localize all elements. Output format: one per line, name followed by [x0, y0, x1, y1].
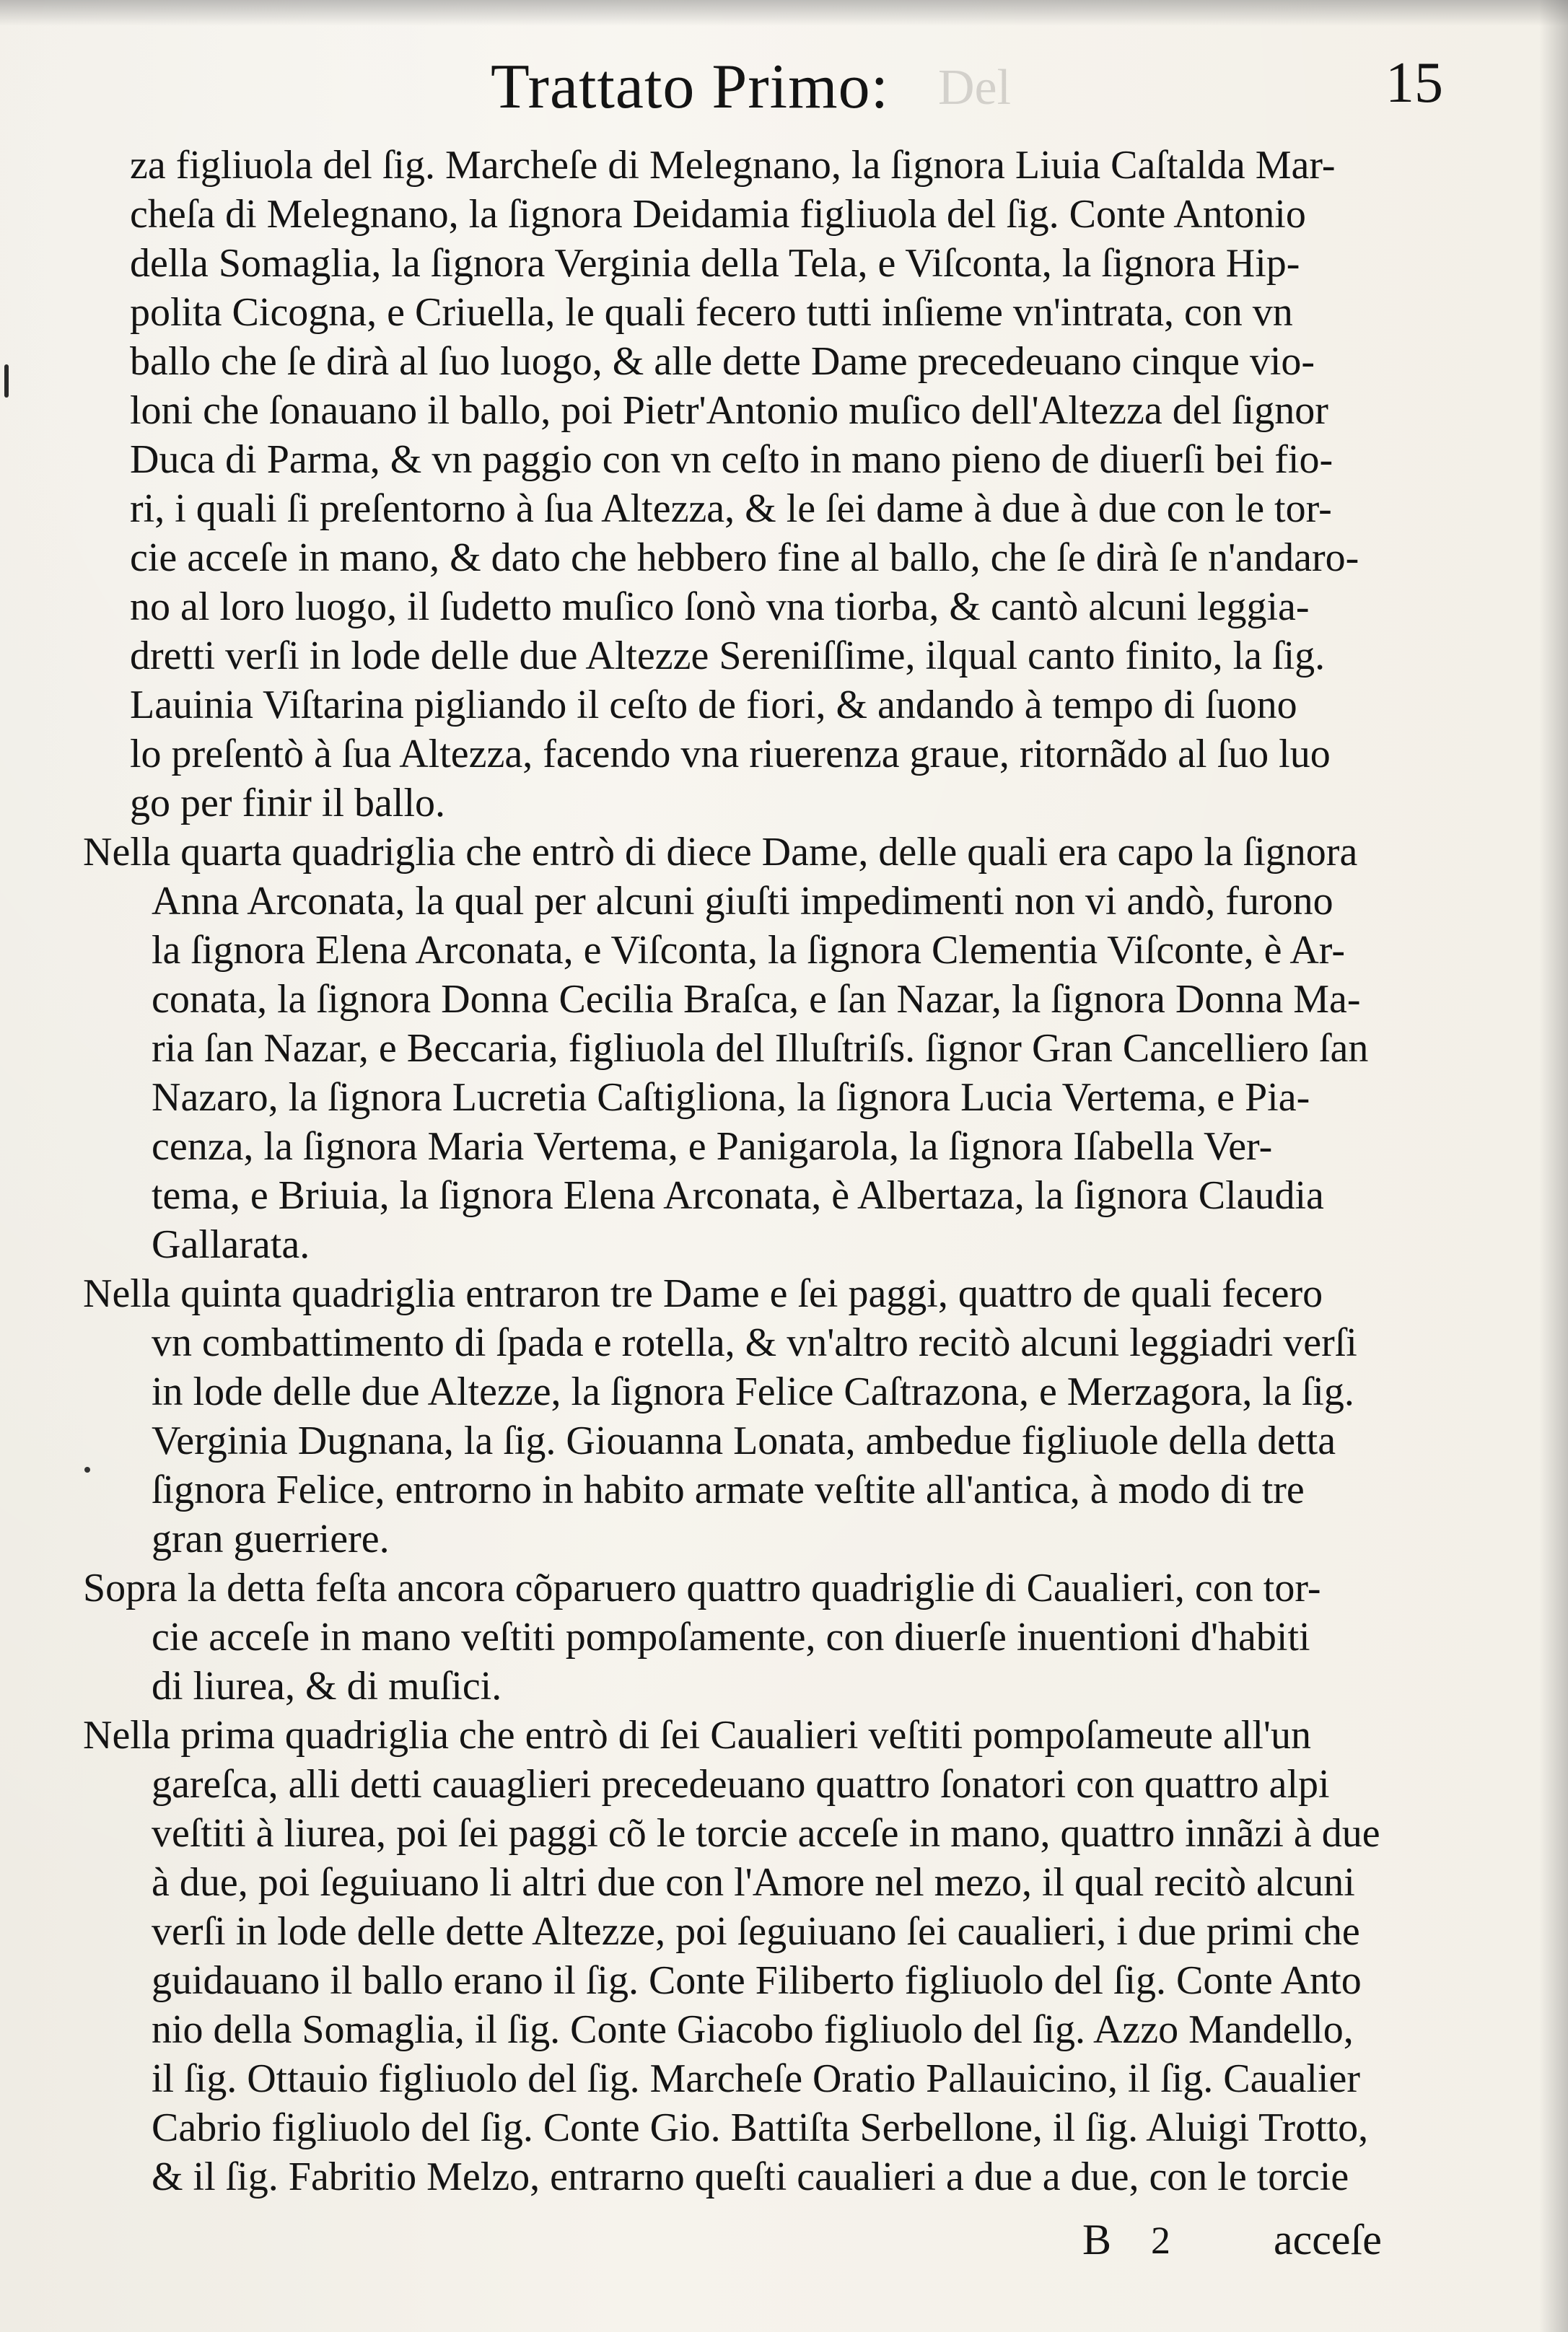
text-line: il ſig. Ottauio figliuolo del ſig. Marcheſe Oratio Pallauicino, il ſig. Caualier: [152, 2056, 1360, 2101]
paragraph-4: [83, 1564, 1443, 1711]
page-right-shadow: [1539, 0, 1568, 2332]
ink-speck: [84, 1467, 90, 1473]
text-line: no al loro luogo, il ſudetto muſico ſonò vna tiorba, & cantò alcuni leggia-: [130, 584, 1310, 629]
text-line: za figliuola del ſig. Marcheſe di Melegnano, la ſignora Liuia Caſtalda Mar-: [130, 143, 1336, 188]
margin-mark: [4, 364, 9, 398]
text-line: Nella prima quadriglia che entrò di ſei Caualieri veſtiti pompoſameute all'un: [83, 1713, 1311, 1758]
text-line: polita Cicogna, e Criuella, le quali fecero tutti inſieme vn'intrata, con vn: [130, 290, 1293, 335]
text-line: Cabrio figliuolo del ſig. Conte Gio. Battiſta Serbellone, il ſig. Aluigi Trotto,: [152, 2105, 1369, 2150]
text-line: Duca di Parma, & vn paggio con vn ceſto in mano pieno de diuerſi bei fio-: [130, 437, 1333, 482]
text-line: ri, i quali ſi preſentorno à ſua Altezza, & le ſei dame à due à due con le tor-: [130, 486, 1332, 531]
text-line: Verginia Dugnana, la ſig. Giouanna Lonata, ambedue figliuole della detta: [152, 1419, 1336, 1463]
text-line: ſignora Felice, entrorno in habito armate veſtite all'antica, à modo di tre: [152, 1468, 1305, 1512]
text-line: cie acceſe in mano, & dato che hebbero fine al ballo, che ſe dirà ſe n'andaro-: [130, 535, 1359, 580]
paragraph-1: [94, 141, 1443, 828]
page-number: 15: [1385, 51, 1443, 115]
text-line: cenza, la ſignora Maria Vertema, e Panigarola, la ſignora Iſabella Ver-: [152, 1124, 1273, 1169]
signature-number: 2: [1151, 2219, 1170, 2262]
text-line: Nella quarta quadriglia che entrò di diece Dame, delle quali era capo la ſignora: [83, 830, 1358, 874]
text-line: la ſignora Elena Arconata, e Viſconta, la ſignora Clementia Viſconte, è Ar-: [152, 928, 1345, 973]
running-title: Trattato Primo:: [491, 52, 890, 122]
text-line: tema, e Briuia, la ſignora Elena Arconata, è Albertaza, la ſignora Claudia: [152, 1173, 1324, 1218]
text-line: Lauinia Viſtarina pigliando il ceſto de fiori, & andando à tempo di ſuono: [130, 683, 1297, 727]
text-line: go per finir il ballo.: [130, 781, 446, 825]
text-line: loni che ſonauano il ballo, poi Pietr'Antonio muſico dell'Altezza del ſignor: [130, 388, 1328, 433]
signature-mark: B: [1082, 2216, 1112, 2263]
text-line: Gallarata.: [152, 1222, 310, 1267]
catchword: acceſe: [1274, 2216, 1382, 2263]
text-line: dretti verſi in lode delle due Altezze Sereniſſime, ilqual canto finito, la ſig.: [130, 634, 1326, 678]
text-line: Nazaro, la ſignora Lucretia Caſtigliona, la ſignora Lucia Vertema, e Pia-: [152, 1075, 1310, 1120]
text-line: gran guerriere.: [152, 1517, 390, 1561]
text-line: à due, poi ſeguiuano li altri due con l'Amore nel mezo, il qual recitò alcuni: [152, 1860, 1355, 1905]
text-line: verſi in lode delle dette Altezze, poi ſeguiuano ſei caualieri, i due primi che: [152, 1909, 1360, 1954]
text-line: cie acceſe in mano veſtiti pompoſamente, con diuerſe inuentioni d'habiti: [152, 1615, 1310, 1660]
page-top-shadow: [0, 0, 1568, 26]
paragraph-3: [83, 1269, 1443, 1564]
text-line: in lode delle due Altezze, la ſignora Felice Caſtrazona, e Merzagora, la ſig.: [152, 1369, 1354, 1414]
text-line: & il ſig. Fabritio Melzo, entrarno queſti caualieri a due a due, con le torcie: [152, 2155, 1349, 2199]
text-line: cheſa di Melegnano, la ſignora Deidamia figliuola del ſig. Conte Antonio: [130, 192, 1306, 237]
text-line: vn combattimento di ſpada e rotella, & vn'altro recitò alcuni leggiadri verſi: [152, 1320, 1357, 1365]
text-line: nio della Somaglia, il ſig. Conte Giacobo figliuolo del ſig. Azzo Mandello,: [152, 2007, 1354, 2052]
text-line: veſtiti à liurea, poi ſei paggi cõ le torcie acceſe in mano, quattro innãzi à due: [152, 1811, 1380, 1856]
paragraph-2: [83, 828, 1443, 1269]
body-text: [83, 141, 1443, 2201]
text-line: della Somaglia, la ſignora Verginia della Tela, e Viſconta, la ſignora Hip-: [130, 241, 1300, 286]
text-line: Sopra la detta feſta ancora cõparuero quattro quadriglie di Caualieri, con tor-: [83, 1566, 1321, 1610]
text-line: gareſca, alli detti cauaglieri precedeuano quattro ſonatori con quattro alpi: [152, 1762, 1330, 1807]
text-line: Anna Arconata, la qual per alcuni giuſti impedimenti non vi andò, furono: [152, 879, 1333, 924]
text-line: ballo che ſe dirà al ſuo luogo, & alle dette Dame precedeuano cinque vio-: [130, 339, 1315, 384]
text-line: ria ſan Nazar, e Beccaria, figliuola del Illuſtriſs. ſignor Gran Cancelliero ſan: [152, 1026, 1369, 1071]
text-line: di liurea, & di muſici.: [152, 1664, 502, 1709]
text-line: guidauano il ballo erano il ſig. Conte Filiberto figliuolo del ſig. Conte Anto: [152, 1958, 1362, 2003]
paragraph-5: [83, 1711, 1443, 2201]
show-through-text: Del: [938, 60, 1012, 115]
text-line: lo preſentò à ſua Altezza, facendo vna riuerenza graue, ritornãdo al ſuo luo: [130, 732, 1331, 776]
text-line: conata, la ſignora Donna Cecilia Braſca, e ſan Nazar, la ſignora Donna Ma-: [152, 977, 1361, 1022]
text-line: Nella quinta quadriglia entraron tre Dame e ſei paggi, quattro de quali fecero: [83, 1271, 1323, 1316]
